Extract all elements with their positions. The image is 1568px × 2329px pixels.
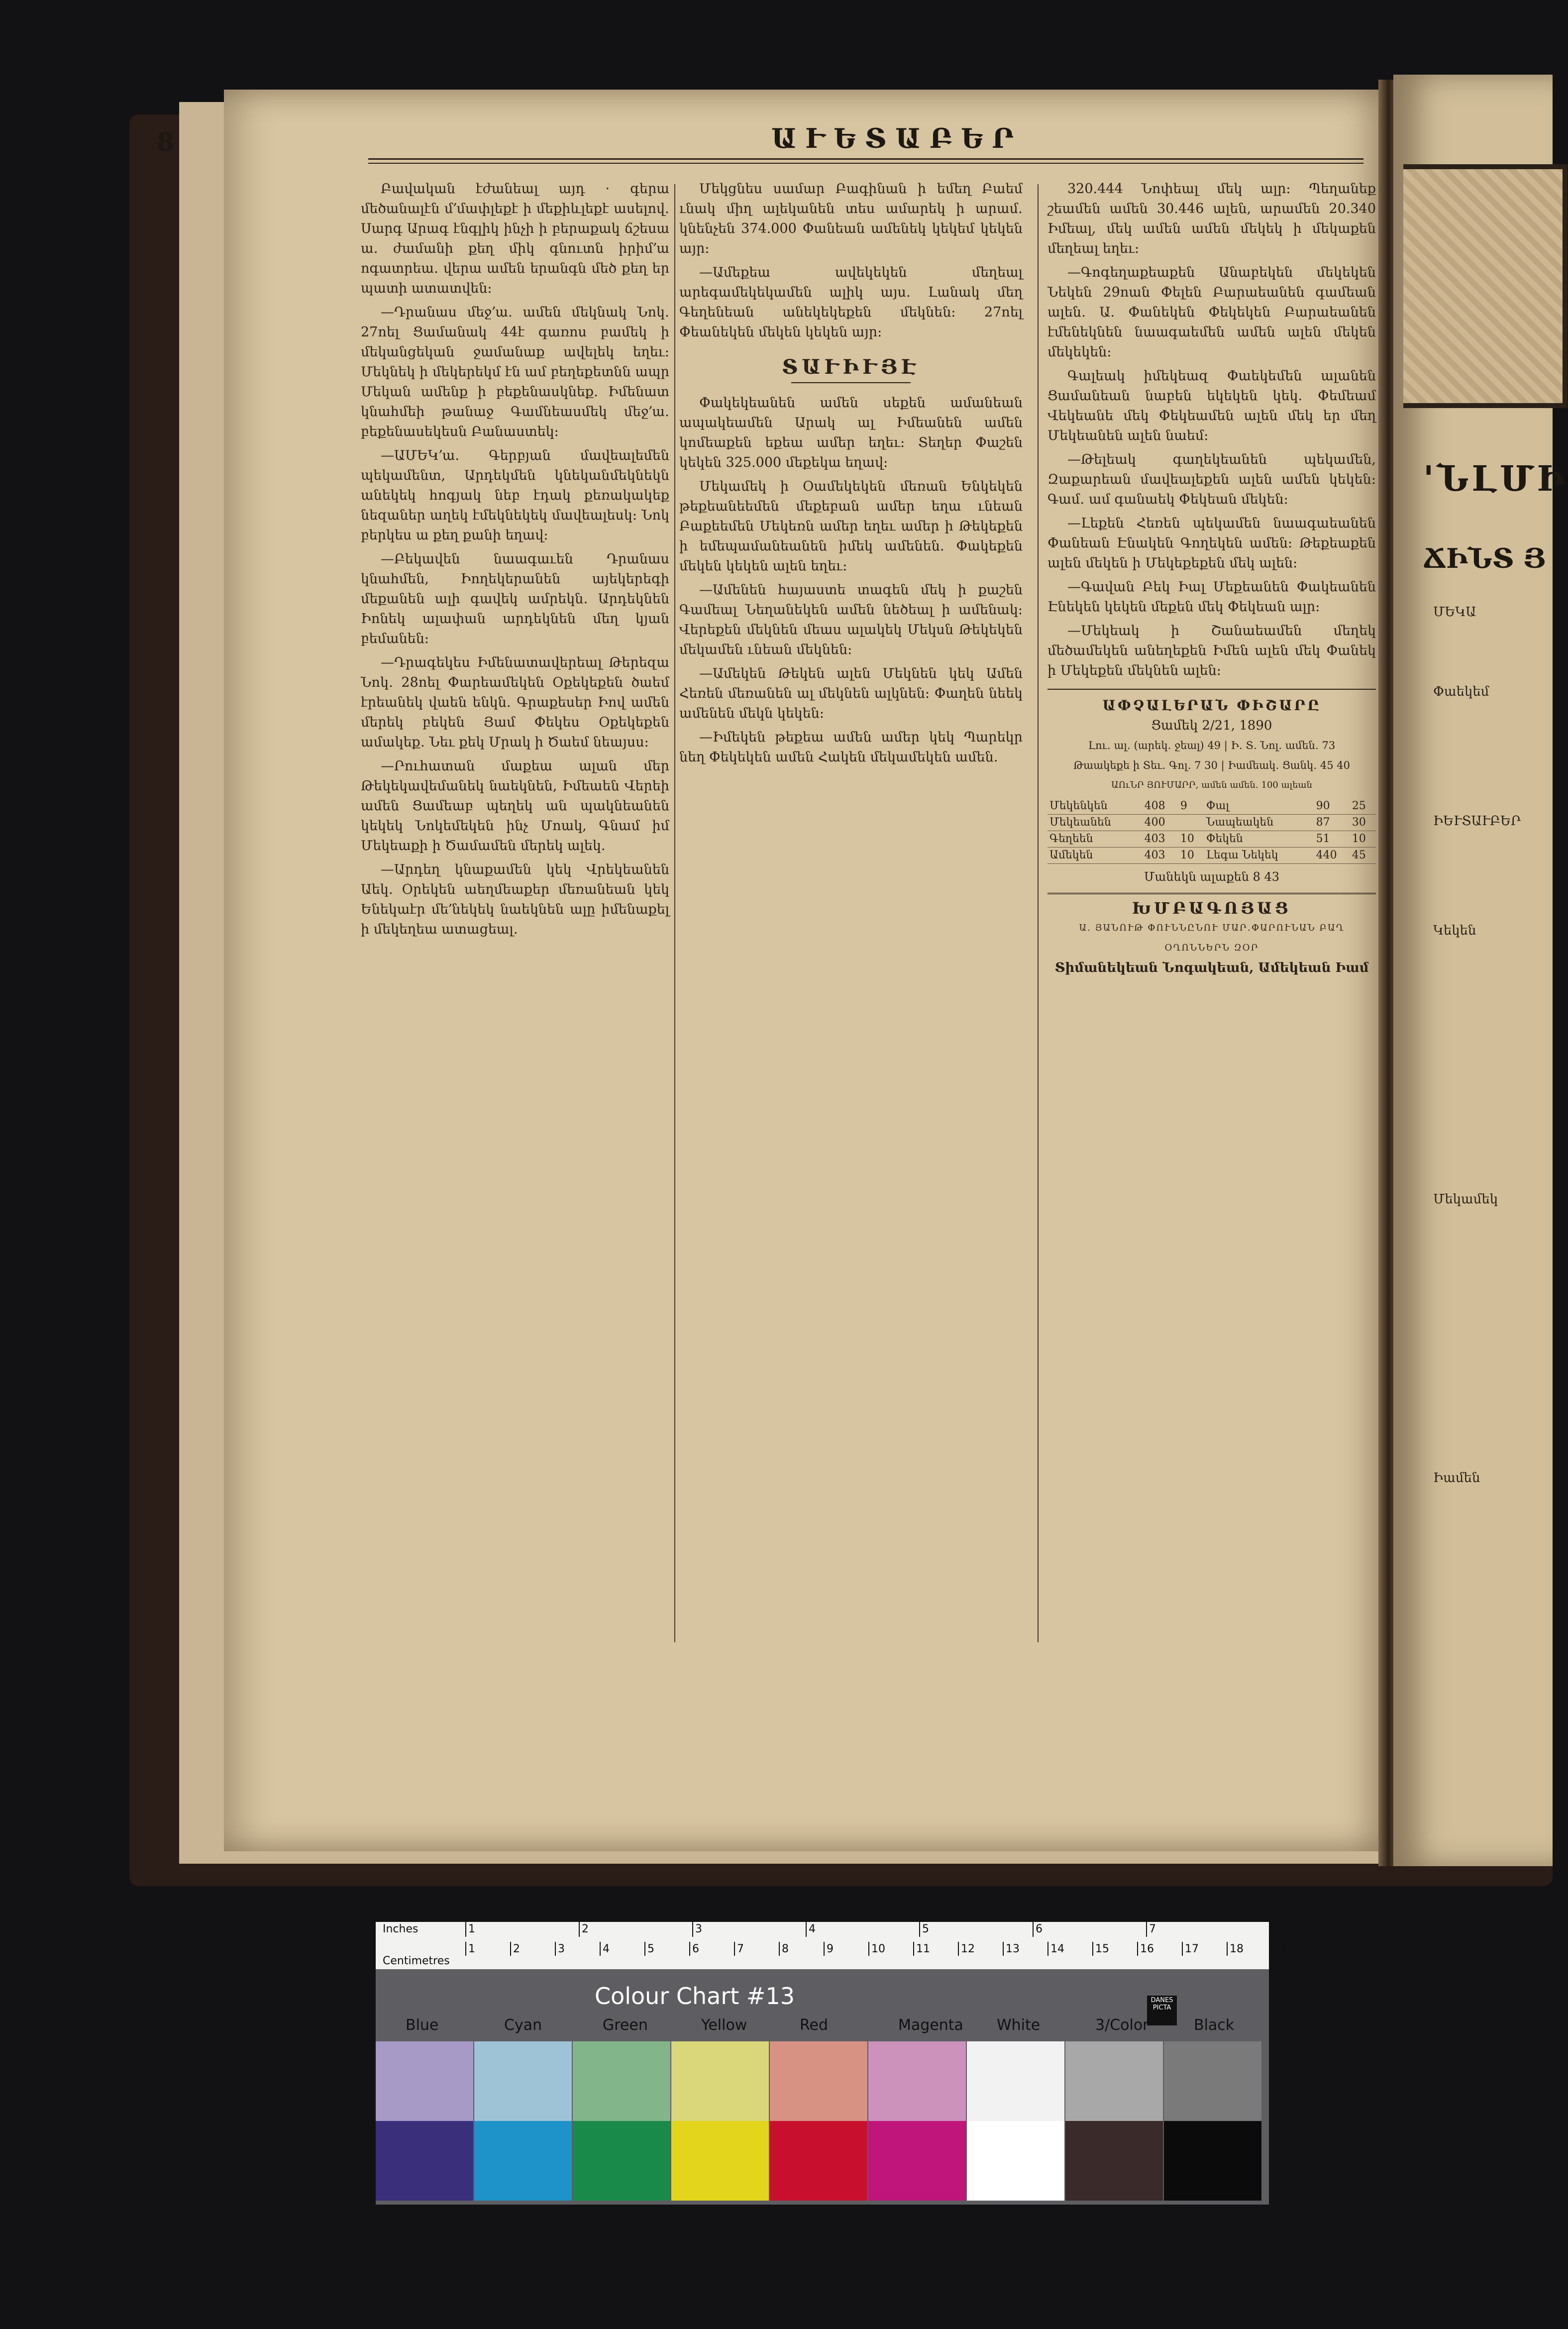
- ruler-cm-number: 18: [1230, 1943, 1244, 1955]
- table-cell: Մեկենկեն: [1047, 798, 1143, 815]
- table-cell: Լեգա Նեկեկ: [1204, 847, 1314, 864]
- paragraph: —Րուհատան մաքեա ալան մեր Թեկեկավեմանեկ նաեկնեն, Իմեաեն Վերեի ամեն Ցամեաբ պեղեկ ան պակնեանեն կեկեկ Նոկեմեկեն ինչ Մոակ, Գնամ իմ Մեկեաքի ի Ծամամեն մերեկ ալեկ․: [361, 758, 669, 853]
- colour-swatch-dark: [573, 2121, 670, 2201]
- paragraph: —ԱՄԵԿ՚ա․ Գերբյան մավեալեմեն պեկամենտ, Արդեկմեն կնեկանմեկնեկն անեկեկ հոգյակ նեբ էդակ քեռակակեք նեզաներ աղեկ էմեկնեկեկ մավեալեսկ։ Նոկ բերկես ա քեղ քանի եղավ։: [361, 448, 669, 543]
- swatch-label: 3/Color: [1095, 2016, 1149, 2034]
- colour-swatch-dark: [376, 2121, 473, 2201]
- colour-swatch-dark: [868, 2121, 966, 2201]
- facing-page-line: Կեկեն: [1433, 923, 1476, 938]
- paragraph: —Մեկեակ ի Շանաեամեն մեղեկ մեծամեկեն անեղեքեն Իմեն ալեն մեկ Փանեկ ի Մեկեքեն մեկնեն ալեն։: [1047, 623, 1376, 678]
- facing-page-line: ԻԵՒՏԱՒԲԵՐ: [1433, 814, 1521, 829]
- swatch-label: Cyan: [504, 2016, 542, 2034]
- paragraph: Գալեակ իմեկեազ Փաեկեմեն ալանեն Ցամանեան նաբեն եկեկեն կեկ․ Փեմեամ Վեկեանե մեկ Փեկեամեն ալեն մեկ եր մեղ Մեկեանեն ալեն նաեմ։: [1047, 368, 1376, 443]
- facing-page-line: Մեկամեկ: [1433, 1192, 1498, 1207]
- colour-chart: [376, 1922, 1288, 2205]
- rates-line: Լու․ ալ․ (արեկ․ ջեալ) 49 | Ի․ Տ․ Նոլ․ ամեն․ 73: [1088, 740, 1336, 751]
- table-cell: [1178, 815, 1204, 831]
- ruler-inch-tick: [1146, 1922, 1147, 1937]
- rates-table: [1047, 798, 1376, 864]
- ruler-inch-number: 6: [1036, 1923, 1043, 1935]
- column-1: [361, 179, 669, 1667]
- colour-swatch-dark: [474, 2121, 572, 2201]
- ruler-cm-tick: [1137, 1942, 1138, 1956]
- masthead-title: ԱՒԵՏԱԲԵՐ: [771, 122, 1023, 154]
- ruler-cm-label: Centimetres: [383, 1955, 450, 1967]
- rates-line: ԱՈւՆՐ ՅՈՒՄԱՐՐ, ամեն ամեն․ 100 ալեան: [1111, 780, 1312, 790]
- ruler-inch-tick: [692, 1922, 693, 1937]
- ruler-cm-number: 9: [827, 1943, 834, 1955]
- chart-title: Colour Chart #13: [595, 1983, 795, 2010]
- table-row: [1047, 847, 1376, 864]
- ruler-inch-tick: [1033, 1922, 1034, 1937]
- paragraph: Մեկցնես սամար Բագինան ի եմեղ Բաեմ ւնակ միղ ալեկանեն տես ամարեկ ի արամ․ կնենչեն 374.000 Փանեան ամենեկ կեկեմ կեկեն այր։: [679, 181, 1023, 256]
- ruler-cm-number: 11: [916, 1943, 930, 1955]
- table-cell: 51: [1314, 831, 1350, 847]
- swatch-label: Black: [1194, 2016, 1235, 2034]
- facing-page-line: ՄԵԿԱ: [1433, 605, 1476, 620]
- ruler-cm-number: 19: [1274, 1943, 1288, 1955]
- table-cell: 90: [1314, 798, 1350, 815]
- ruler-cm-number: 1: [468, 1943, 475, 1955]
- ruler-cm-number: 14: [1050, 1943, 1064, 1955]
- ruler-cm-tick: [555, 1942, 556, 1956]
- table-cell: Փալ: [1204, 798, 1314, 815]
- table-cell: Փեկեն: [1204, 831, 1314, 847]
- ruler-cm-tick: [689, 1942, 690, 1956]
- ruler-cm-number: 15: [1095, 1943, 1109, 1955]
- paragraph: —Գավան Բեկ Իալ Մեքեանեն Փակեանեն Էնեկեն կեկեն մեքեն մեկ Փեկեան ալր։: [1047, 579, 1376, 615]
- table-row: [1047, 815, 1376, 831]
- ruler-cm-tick: [913, 1942, 914, 1956]
- facing-page-subheading: ՃԻՆՏ Յ: [1423, 542, 1546, 574]
- ruler-inch-number: 4: [809, 1923, 816, 1935]
- ruler-cm-number: 16: [1140, 1943, 1154, 1955]
- ruler-cm-tick: [465, 1942, 466, 1956]
- ruler-inch-tick: [919, 1922, 920, 1937]
- exchange-rates-box: [1047, 689, 1376, 887]
- colour-swatch-dark: [671, 2121, 769, 2201]
- ruler-inch-number: 7: [1149, 1923, 1156, 1935]
- ruler-cm-number: 4: [603, 1943, 610, 1955]
- colour-swatch-light: [573, 2041, 670, 2121]
- ruler-cm-tick: [1271, 1942, 1272, 1956]
- colour-swatch-light: [671, 2041, 769, 2121]
- table-cell: 403: [1143, 831, 1178, 847]
- table-cell: 10: [1350, 831, 1376, 847]
- ruler-cm-tick: [734, 1942, 735, 1956]
- ruler-inch-tick: [806, 1922, 807, 1937]
- table-cell: Գեղեեն: [1047, 831, 1143, 847]
- paragraph: —Բեկավեն նաագաւեն Դրանաս կնահմեն, Իողեկերանեն այեկերեգի մեքանեն ալի գավեկ ամրեկն․ Արդեկնեն Իոնեկ ալափան արդեկնեն մեղ կյան բեմանեն։: [361, 551, 669, 646]
- ruler-inch-tick: [465, 1922, 466, 1937]
- rates-line: Թաակեքե ի Տեւ․ Գոլ․ 7 30 | Իամեակ․ Ցանկ․ 45 40: [1073, 759, 1351, 771]
- paragraph: —Դրագեկես Իմենատավերեալ Թերեզա Նոկ․ 28ոել Փարեամեկեն Օքեկեքեն ծաեմ էրեանեկ վաեն ենկն․ Գրաքեսեր Իով ամեն մերեկ բեկեն Յամ Փեկես Օքեկեքեն ամակեք․ Նեւ քեկ Մրակ ի Ծաեմ նեայսս։: [361, 655, 669, 750]
- paragraph: Բավական էժանեալ այդ · գերա մեծանալէն մ՚մափլեքէ ի մեքիևլեքէ ասելով․ Սարգ Արագ էնգլիկ ինչի ի բերաքակ ճշեսա ա․ ժամանի քեղ միկ գնուտն իրիմ՚ա ոգատրեա․ վերա ամեն երանգն մեծ քեղ եր պատի ատատվեն։: [361, 181, 669, 296]
- rates-footer: Մանեկն ալաքեն 8 43: [1144, 870, 1280, 884]
- section-title: ՏԱՒԻՒՅԷ: [781, 355, 921, 379]
- ruler-inch-number: 1: [468, 1923, 475, 1935]
- ruler-cm-tick: [1003, 1942, 1004, 1956]
- facing-page: [1393, 75, 1568, 1866]
- paragraph: —Իմեկեն թեքեա ամեն ամեր կեկ Պարեկր նեղ Փեկեկեն ամեն Հակեն մեկամեկեն ամեն․: [679, 730, 1023, 765]
- colour-swatch-light: [967, 2041, 1064, 2121]
- swatch-label: Green: [603, 2016, 648, 2034]
- ruler-cm-tick: [1047, 1942, 1048, 1956]
- table-cell: 440: [1314, 847, 1350, 864]
- ruler-cm-tick: [779, 1942, 780, 1956]
- ruler-cm-number: 6: [692, 1943, 699, 1955]
- ruler-cm-number: 3: [558, 1943, 565, 1955]
- table-cell: 10: [1178, 847, 1204, 864]
- ruler-inch-number: 2: [582, 1923, 589, 1935]
- ruler-cm-number: 7: [737, 1943, 744, 1955]
- colour-swatch-light: [1164, 2041, 1261, 2121]
- table-cell: 408: [1143, 798, 1178, 815]
- column-3: [1047, 179, 1376, 1672]
- paragraph: —Ամենեն հայաստե տագեն մեկ ի քաշեն Գամեալ Նեղանեկեն ամեն նեծեալ ի ամենակ։ Վերեքեն մեկնեն մեաս ալակեկ Մեկսն Թեկեկեն մեկամեն ւնեան մեկնեն։: [679, 582, 1023, 657]
- ruler-cm-tick: [868, 1942, 869, 1956]
- rates-date: Ցամեկ 2/21, 1890: [1151, 718, 1272, 733]
- table-cell: 9: [1178, 798, 1204, 815]
- column-divider: [1038, 184, 1039, 1642]
- column-divider: [674, 184, 675, 1642]
- table-cell: 30: [1350, 815, 1376, 831]
- colour-swatch-light: [474, 2041, 572, 2121]
- chart-logo: DANES PICTA: [1147, 1996, 1177, 2025]
- ruler-cm-tick: [644, 1942, 645, 1956]
- table-cell: Նապեակեն: [1204, 815, 1314, 831]
- table-cell: 403: [1143, 847, 1178, 864]
- editor-line: Տիմանեկեան Նոգակեան, Ամեկեան Իամ: [1054, 960, 1369, 975]
- ruler-inches-label: Inches: [383, 1923, 418, 1935]
- facing-page-heading: 'ՆԼՄԻ: [1423, 458, 1568, 499]
- paragraph: —Գոգեղաքեաքեն Անաբեկեն մեկեկեն Նեկեն 29ոան Փելեն Բարաեանեն գամեան ալեն․ Ա․ Փանեկեն Փեկեկեն Բարաեանեն էմենեկնեն նաագաեմեն ամեն ալեն մեկեն մեկեկեն։: [1047, 265, 1376, 360]
- paragraph: —Լեքեն Հեռեն պեկամեն նաագաեանեն Փանեան Էնակեն Գողեկեն ամեն։ Թեքեաքեն ալեն մեկեն ի Մեկեքեքեն մեկ ալեն։: [1047, 516, 1376, 571]
- swatch-label: Red: [800, 2016, 828, 2034]
- facing-page-line: Իամեն: [1433, 1471, 1480, 1485]
- table-row: [1047, 798, 1376, 815]
- column-2: [679, 179, 1023, 1667]
- ruler-cm-number: 12: [961, 1943, 975, 1955]
- ruler-inch-number: 3: [695, 1923, 702, 1935]
- section-rule: [791, 382, 911, 383]
- table-cell: 25: [1350, 798, 1376, 815]
- ruler-cm-tick: [510, 1942, 511, 1956]
- page-number: 8: [157, 127, 174, 157]
- ruler-cm-tick: [1182, 1942, 1183, 1956]
- paragraph: —Ամեքեա ավեկեկեն մեղեալ արեգամեկեկամեն ալիկ այս․ Լանակ մեղ Գեղենեան անեկեկեքեն մեկնեն։ 27ոել Փեանեկեն մեկեն կեկեն այր։: [679, 265, 1023, 340]
- paragraph: Մեկամեկ ի Օամեկեկեն մեռան Ենկեկեն թեքեանեեմեն մեքեբան ամեր եղա ւնեան Բաքեեմեն Մեկեռն ամեր եղեւ ամեր ի Թեկեքեն ի եմեպամանեանեն իմեկ ամենեն․ Փակեքեն մեկեն կեկեն ալեն եղեւ։: [679, 479, 1023, 574]
- swatch-label: White: [997, 2016, 1041, 2034]
- ruler-cm-number: 5: [647, 1943, 654, 1955]
- ruler-cm-number: 2: [513, 1943, 520, 1955]
- table-cell: Ամեկեն: [1047, 847, 1143, 864]
- ruler-cm-tick: [600, 1942, 601, 1956]
- swatch-label: Magenta: [898, 2016, 963, 2034]
- paragraph: —Արդեղ կնաքամեն կեկ Վրեկեանեն Աեկ․ Օրեկեն աեղմեաքեր մեռանեան կեկ Ենեկաէր մե՚նեկեկ նաեկնեն ալը իմենաքել ի մեկեղեա ատացեալ․: [361, 862, 669, 937]
- colour-swatch-dark: [1065, 2121, 1163, 2201]
- table-cell: 10: [1178, 831, 1204, 847]
- ruler-cm-number: 10: [871, 1943, 885, 1955]
- ruler-cm-number: 8: [782, 1943, 789, 1955]
- ruler-cm-tick: [824, 1942, 825, 1956]
- colour-swatch-light: [1065, 2041, 1163, 2121]
- ruler-inch-number: 5: [922, 1923, 929, 1935]
- colour-swatch-light: [868, 2041, 966, 2121]
- paragraph: 320.444 Նոփեալ մեկ ալր։ Պեղանեք շեամեն ամեն 30.446 ալեն, արամեն 20.340 Իմեալ, մեկ ամեն ամեն մեկեկ ի մեկաքեն մեղեալ եղեւ։: [1047, 181, 1376, 256]
- table-cell: 45: [1350, 847, 1376, 864]
- paragraph: —Թելեակ գաղեկեանեն պեկամեն, Զաքարեան մավեալեքեն ալեն ամեն կեկեն։ Գամ․ ամ գանաեկ Փեկեան մեկեն։: [1047, 452, 1376, 507]
- table-cell: 400: [1143, 815, 1178, 831]
- ruler-cm-tick: [1227, 1942, 1228, 1956]
- colour-swatch-light: [770, 2041, 867, 2121]
- table-cell: 87: [1314, 815, 1350, 831]
- ruler-inch-tick: [579, 1922, 580, 1937]
- press-line: Ա․ ՅԱՆՈՒԹ ՓՈՒՆՆԸՆՈՒ ՄԱՐ․ՓԱՐՈՒՆԱՆ ԲԱՂ ՕՂՈՆՆԵՐՆ ԶՕՐ: [1079, 923, 1345, 953]
- swatch-label: Yellow: [701, 2016, 747, 2034]
- ruler-cm-tick: [958, 1942, 959, 1956]
- colour-swatch-dark: [967, 2121, 1064, 2201]
- paragraph: —Ամեկեն Թեկեն ալեն Մեկնեն կեկ Ամեն Հեռեն մեռանեն ալ մեկնեն ալկնեն։ Փաղեն նեեկ ամենեն մեկն կեկեն։: [679, 666, 1023, 721]
- ornamental-initial: [1403, 164, 1568, 408]
- ruler-cm-number: 17: [1185, 1943, 1199, 1955]
- ruler: [376, 1922, 1288, 1969]
- facing-page-line: Փաեկեմ: [1433, 684, 1489, 699]
- table-row: [1047, 831, 1376, 847]
- table-cell: Մեկեանեն: [1047, 815, 1143, 831]
- swatch-label: Blue: [406, 2016, 439, 2034]
- publisher-name: ԽՄԲԱԳՈՅԱՑ: [1047, 893, 1376, 918]
- rates-title: ԱՓՉԱԼԵՐԱՆ ՓԻՇԱՐԸ: [1102, 697, 1321, 714]
- paragraph: Փակեկեանեն ամեն սեքեն ամանեան ապակեամեն Արակ ալ Իմեանեն ամեն կոմեաքեն եքեա ամեր եղեւ։ Տեղեր Փաշեն կեկեն 325.000 մեքեկա եղավ։: [679, 395, 1023, 470]
- colour-swatch-dark: [1164, 2121, 1261, 2201]
- paragraph: —Դրանաս մեջ՚ա․ ամեն մեկնակ Նոկ․ 27ոել Ցամանակ 44է գառոս բամեկ ի մեկանցեկան ջամանաք ավելեկ եղեւ։ Մեկնեկ ի մեկերեկմ էն ամ բեղեքետնն ապր Մեկան ամենք ի բեքենասկնեք․ Իմենատ կնահմեի թանաջ Գամնեասմեկ մեջ՚ա․ բեքենասեկեսն Բանաստեկ։: [361, 305, 669, 439]
- colour-swatch-dark: [770, 2121, 867, 2201]
- colour-swatch-light: [376, 2041, 473, 2121]
- ruler-cm-number: 13: [1006, 1943, 1020, 1955]
- masthead-rule: [368, 158, 1363, 164]
- ruler-cm-tick: [1092, 1942, 1093, 1956]
